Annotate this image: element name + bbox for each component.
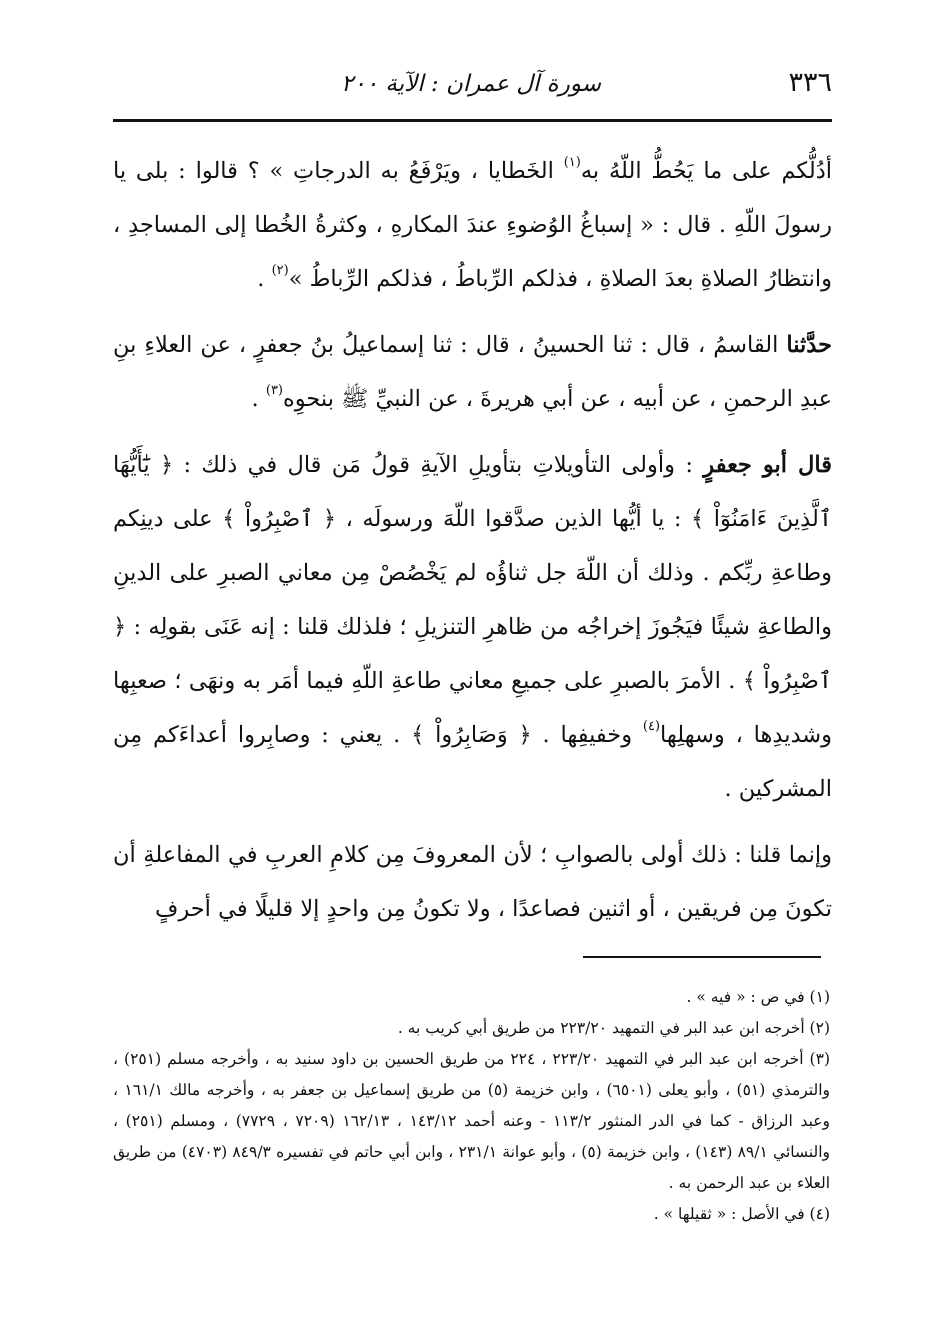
- footnote-divider: [583, 956, 821, 958]
- main-text: [113, 144, 832, 936]
- paragraph-3-lead: قال أبو جعفرٍ: [703, 452, 832, 478]
- footnote-1: (١) في ص : « فيه » .: [686, 988, 830, 1006]
- paragraph-3-text-b: وخفيفِها . ﴿ وَصَابِرُواْ ﴾ . يعني : وصابِروا أعداءَكم مِن المشركين .: [113, 722, 832, 802]
- paragraph-2-text-b: .: [251, 386, 266, 412]
- running-title: سورة آل عمران : الآية ٢٠٠: [340, 71, 601, 97]
- paragraph-4: [113, 828, 832, 936]
- paragraph-3: [113, 438, 832, 816]
- paragraph-1-text-b: الخَطايا ، ويَرْفَعُ به الدرجاتِ » ؟ قالوا : بلى يا رسولَ اللّهِ . قال : « إسباغُ الوُضوءِ عندَ المكارهِ ، وكثرةُ الخُطا إلى المساجدِ ، وانتظارُ الصلاةِ بعدَ الصلاةِ ، فذلكم الرِّباطُ ، فذلكم الرِّباطُ »: [113, 158, 832, 292]
- page-number: ٣٣٦: [788, 67, 832, 98]
- footnote-2: (٢) أخرجه ابن عبد البر في التمهيد ٢٢٣/٢٠ من طريق أبي كريب به .: [397, 1019, 830, 1037]
- paragraph-2-lead: حدَّثنا: [786, 332, 832, 358]
- footnote-ref-4: (٤): [642, 719, 661, 734]
- footnotes: [113, 982, 830, 1230]
- header-divider: [113, 119, 832, 122]
- footnote-3: (٣) أخرجه ابن عبد البر في التمهيد ٢٢٣/٢٠ ، ٢٢٤ من طريق الحسين بن داود سنيد به ، وأخرجه مسلم (٢٥١) ، والترمذي (٥١) ، وأبو يعلى (٦٥٠١) ، وابن خزيمة (٥) من طريق إسماعيل بن جعفر به ، وأخرجه مالك ١٦١/١ ، وعبد الرزاق - كما في الدر المنثور ١١٣/٢ - وعنه أحمد ١٤٣/١٢ ، ١٦٢/١٣ (٧٢٠٩ ، ٧٧٢٩) ، ومسلم (٢٥١) ، والنسائي ٨٩/١ (١٤٣) ، وابن خزيمة (٥) ، وأبو عوانة ٢٣١/١ ، وابن أبي حاتم في تفسيره ٨٤٩/٣ (٤٧٠٣) من طريق العلاء بن عبد الرحمن به .: [113, 1050, 831, 1192]
- paragraph-1: [113, 144, 832, 306]
- paragraph-2-text-a: القاسمُ ، قال : ثنا الحسينُ ، قال : ثنا إسماعيلُ بنُ جعفرٍ ، عن العلاءِ بنِ عبدِ الرحمنِ ، عن أبيه ، عن أبي هريرةَ ، عن النبيِّ ﷺ بنحوِه: [113, 332, 832, 412]
- paragraph-1-text-a: أدُلُّكم على ما يَحُطُّ اللّهُ به: [580, 158, 832, 184]
- paragraph-1-text-c: .: [257, 266, 272, 292]
- page-header: [110, 62, 832, 106]
- footnote-ref-3: (٣): [265, 383, 283, 398]
- paragraph-3-text-a: : وأولى التأويلاتِ بتأويلِ الآيةِ قولُ مَن قال في ذلك : ﴿ يَٰٓأَيُّهَا ٱلَّذِينَ ءَامَنُوٓاْ ﴾ : يا أيُّها الذين صدَّقوا اللّهَ ورسولَه ، ﴿ ٱصْبِرُواْ ﴾ على دينِكم وطاعةِ ربِّكم . وذلك أن اللّهَ جل ثناؤُه لم يَخْصُصْ مِن معاني الصبرِ على الدينِ والطاعةِ شيئًا فيَجُوزَ إخراجُه من ظاهرِ التنزيلِ ؛ فلذلك قلنا : إنه عَنَى بقولِه : ﴿ ٱصْبِرُواْ ﴾ . الأمرَ بالصبرِ على جميعِ معاني طاعةِ اللّهِ فيما أمَر به ونهَى ؛ صعبِها وشديدِها ، وسهلِها: [113, 452, 832, 748]
- footnote-ref-1: (١): [563, 155, 581, 170]
- footnote-ref-2: (٢): [271, 263, 289, 278]
- paragraph-2: [113, 318, 832, 426]
- footnote-4: (٤) في الأصل : « ثقيلها » .: [653, 1205, 830, 1223]
- paragraph-4-text: وإنما قلنا : ذلك أولى بالصوابِ ؛ لأن المعروفَ مِن كلامِ العربِ في المفاعلةِ أن تكونَ مِن فريقين ، أو اثنين فصاعدًا ، ولا تكونُ مِن واحدٍ إلا قليلًا في أحرفٍ: [113, 842, 832, 922]
